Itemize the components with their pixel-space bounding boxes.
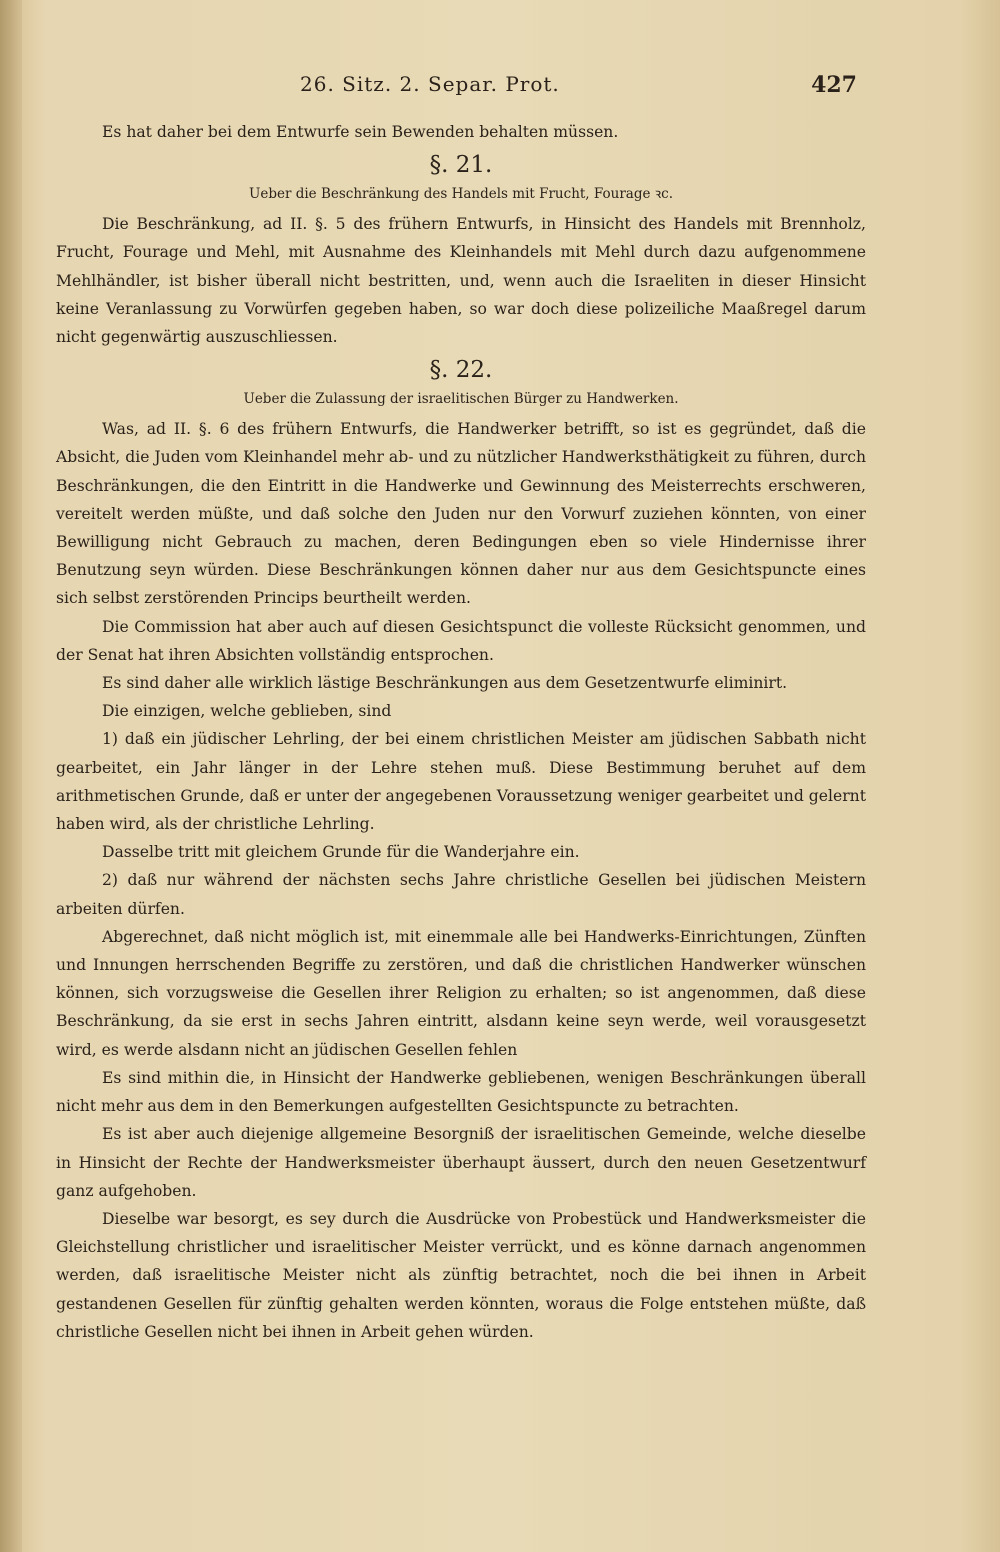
paragraph: Es ist aber auch diejenige allgemeine Besorgniß der israelitischen Gemeinde, welche dieselbe in Hinsicht der Rechte der Handwerksmeister überhaupt äussert, durch den neuen Gesetzentwurf ganz aufgehoben. <box>56 1125 866 1200</box>
page-header <box>0 72 1000 112</box>
page-gutter-shadow <box>0 0 22 1552</box>
section-title-22: Ueber die Zulassung der israelitischen Bürger zu Handwerken. <box>243 391 679 408</box>
paragraph: Die einzigen, welche geblieben, sind <box>102 702 392 721</box>
section-heading-22: §. 22. <box>429 357 493 384</box>
paragraph: Dieselbe war besorgt, es sey durch die Ausdrücke von Probestück und Handwerksmeister die Gleichstellung christlicher und israelitischer Meister verrückt, und es könne darnach angenommen werden, daß israelitische Meister nicht als zünftig betrachtet, noch die bei ihnen in Arbeit gestandenen Gesellen für zünftig gehalten werden könnten, woraus die Folge entstehen müßte, daß christliche Gesellen nicht bei ihnen in Arbeit gehen würden. <box>56 1209 866 1341</box>
body-text <box>56 118 866 1346</box>
paragraph: Es hat daher bei dem Entwurfe sein Bewenden behalten müssen. <box>102 123 619 141</box>
paragraph: Dasselbe tritt mit gleichem Grunde für die Wanderjahre ein. <box>102 843 580 862</box>
paragraph: Es sind mithin die, in Hinsicht der Handwerke gebliebenen, wenigen Beschränkungen überall nicht mehr aus dem in den Bemerkungen aufgestellten Gesichtspuncte zu betrachten. <box>56 1068 866 1116</box>
section-heading-21: §. 21. <box>429 152 493 179</box>
running-head: 26. Sitz. 2. Separ. Prot. <box>300 72 560 96</box>
paragraph: Die Commission hat aber auch auf diesen Gesichtspunct die volleste Rücksicht genommen, und der Senat hat ihren Absichten vollständig entsprochen. <box>56 617 866 664</box>
paragraph: Was, ad II. §. 6 des frühern Entwurfs, die Handwerker betrifft, so ist es gegründet, daß die Absicht, die Juden vom Kleinhandel mehr ab- und zu nützlicher Handwerksthätigkeit zu führen, durch Beschränkungen, die den Eintritt in die Handwerke und Gewinnung des Meisterrechts erschweren, vereitelt werden müßte, und daß solche den Juden nur den Vorwurf zuziehen könnten, von einer Bewilligung nicht Gebrauch zu machen, deren Bedingungen eben so viele Hindernisse ihrer Benutzung seyn würden. Diese Beschränkungen können daher nur aus dem Gesichtspuncte eines sich selbst zerstörenden Princips beurtheilt werden. <box>56 420 866 608</box>
paragraph: Es sind daher alle wirklich lästige Beschränkungen aus dem Gesetzentwurfe eliminirt. <box>102 674 788 693</box>
paragraph: Die Beschränkung, ad II. §. 5 des frühern Entwurfs, in Hinsicht des Handels mit Brennholz, Frucht, Fourage und Mehl, mit Ausnahme des Kleinhandels mit Mehl durch dazu aufgenommene Mehlhändler, ist bisher überall nicht bestritten, und, wenn auch die Israeliten in dieser Hinsicht keine Veranlassung zu Vorwürfen gegeben haben, so war doch diese polizeiliche Maaßregel darum nicht gegenwärtig auszuschliessen. <box>56 215 866 347</box>
list-item: 1) daß ein jüdischer Lehrling, der bei einem christlichen Meister am jüdischen Sabbath nicht gearbeitet, ein Jahr länger in der Lehre stehen muß. Diese Bestimmung beruhet auf dem arithmetischen Grunde, daß er unter der angegebenen Voraussetzung weniger gearbeitet und gelernt haben wird, als der christliche Lehrling. <box>56 730 866 834</box>
section-title-21: Ueber die Beschränkung des Handels mit Frucht, Fourage ꝛc. <box>248 186 674 203</box>
paragraph: Abgerechnet, daß nicht möglich ist, mit einemmale alle bei Handwerks-Einrichtungen, Zünften und Innungen herrschenden Begriffe zu zerstören, und daß die christlichen Handwerker wünschen können, sich vorzugsweise die Gesellen ihrer Religion zu erhalten; so ist angenommen, daß diese Beschränkung, da sie erst in sechs Jahren eintritt, alsdann keine seyn werde, weil vorausgesetzt wird, es werde alsdann nicht an jüdischen Gesellen fehlen <box>56 927 866 1059</box>
page-number: 427 <box>811 72 857 98</box>
list-item: 2) daß nur während der nächsten sechs Jahre christliche Gesellen bei jüdischen Meistern arbeiten dürfen. <box>56 871 866 918</box>
